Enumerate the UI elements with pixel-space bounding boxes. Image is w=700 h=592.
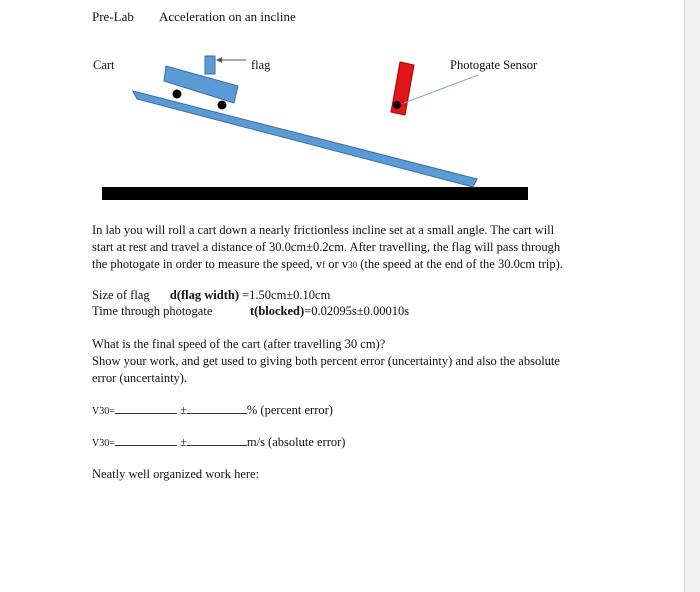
sensor-label: Photogate Sensor: [450, 58, 538, 72]
sensor-label-line: [404, 75, 478, 103]
flag-arrow-head: [216, 57, 222, 63]
time-value-row: [250, 304, 409, 319]
flag-width-value: =1.50cm±0.10cm: [238, 288, 331, 302]
pm-symbol-2: ±: [180, 435, 187, 449]
sensor-dot: [393, 101, 401, 109]
question-line-3: error (uncertainty).: [92, 371, 188, 385]
question-line-2: Show your work, and get used to giving both percent error (uncertainty) and also the absolute: [92, 354, 560, 368]
v30-value-blank-2[interactable]: [115, 434, 177, 446]
flag-size-label: Size of flag: [92, 288, 150, 302]
v30-value-blank-1[interactable]: [115, 402, 177, 414]
v30-label-1: V30=: [92, 406, 115, 417]
cart-wheel-front: [218, 101, 227, 110]
prelab-label: Pre-Lab: [92, 9, 134, 24]
intro-line-1: In lab you will roll a cart down a nearly frictionless incline set at a small angle. The cart will: [92, 223, 555, 237]
answer-row-absolute: [92, 434, 345, 450]
incline-plank: [133, 91, 477, 187]
absolute-error-blank[interactable]: [187, 434, 247, 446]
cart-label: Cart: [93, 58, 115, 72]
flag-label: flag: [251, 58, 271, 72]
cart-flag: [205, 56, 215, 74]
cart-wheel-rear: [173, 90, 182, 99]
intro-paragraph: [92, 222, 602, 274]
ground-bar: [102, 187, 528, 200]
time-blocked-term: t(blocked): [250, 304, 305, 318]
percent-error-unit: % (percent error): [246, 403, 333, 417]
question-line-1: What is the final speed of the cart (after travelling 30 cm)?: [92, 337, 386, 351]
absolute-error-unit: m/s (absolute error): [246, 435, 346, 449]
intro-line-3: the photogate in order to measure the speed, vf or v30 (the speed at the end of the 30.0cm trip).: [92, 257, 563, 271]
time-blocked-value: =0.02095s±0.00010s: [304, 304, 410, 318]
question-paragraph: [92, 336, 602, 387]
page-title: Acceleration on an incline: [159, 9, 296, 24]
time-row: [92, 304, 212, 319]
answer-row-percent: [92, 402, 333, 418]
work-area-label: Neatly well organized work here:: [92, 467, 260, 481]
flag-width-term: d(flag width): [169, 288, 239, 302]
v30-label-2: V30=: [92, 438, 115, 449]
pm-symbol-1: ±: [180, 403, 187, 417]
flag-size-row: [92, 288, 330, 303]
intro-line-2: start at rest and travel a distance of 30.0cm±0.2cm. After travelling, the flag will pass through: [92, 240, 561, 254]
incline-diagram: [0, 0, 700, 210]
time-label: Time through photogate: [92, 304, 213, 318]
percent-error-blank[interactable]: [187, 402, 247, 414]
